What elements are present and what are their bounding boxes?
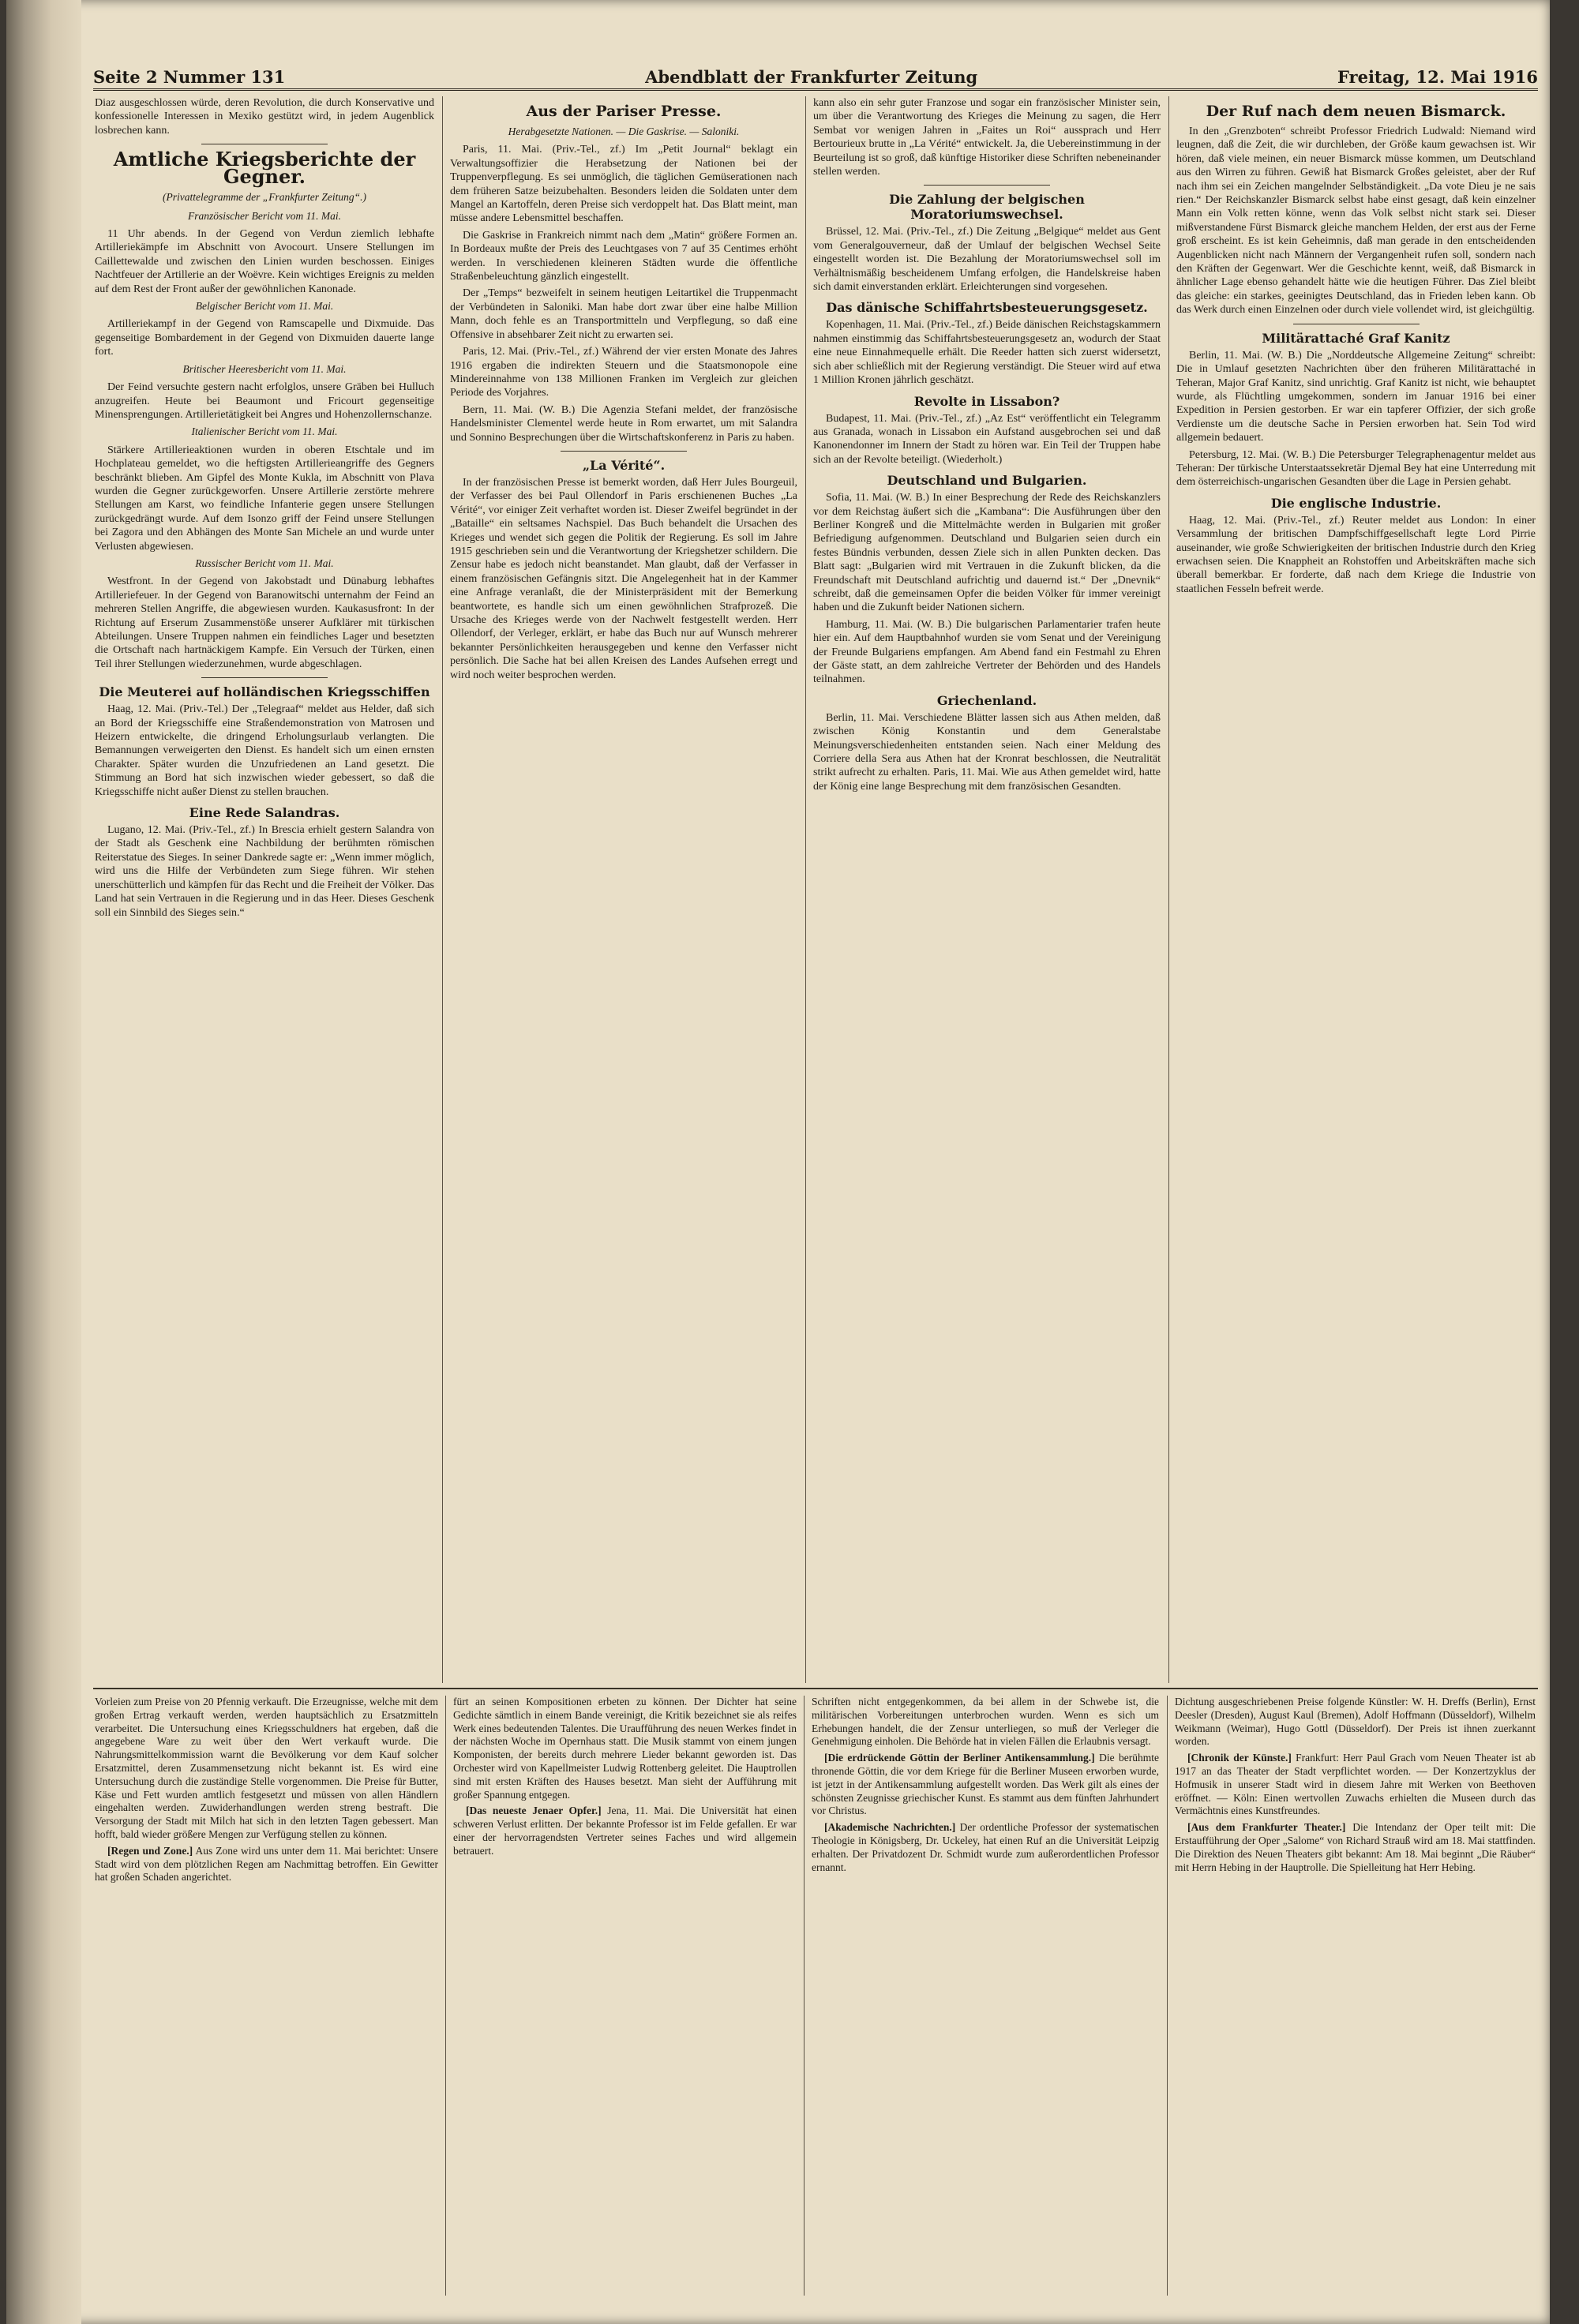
paris-press-subtitle: Herabgesetzte Nationen. — Die Gaskrise. — Saloniki. <box>508 126 740 137</box>
bottom-1-title: [Regen und Zone.] <box>107 1844 193 1857</box>
verite-text: In der französischen Presse ist bemerkt worden, daß Herr Jules Bourgeuil, der Verfasser des bei Paul Ollendorf in Paris erschienenen Buches „La Vérité“, vor einiger Zeit verhaftet worden ist. Dieser Zweifel begründet in der „Bataille“ ein seltsames Nachspiel. Das Buch behandelt die Ursachen des Krieges und wendet sich gegen die Politik der Regierung. Es soll im Jahre 1915 geschrieben sein und die Verantwortung der Kriegshetzer schildern. Die Zensur habe es jedoch nicht beanstandet. Man glaubt, daß der Verfasser in einem französischen Gefängnis sitzt. Die Angelegenheit hat in der Kammer eine Anfrage veranlaßt, die der Ministerpräsident mit der Bemerkung beantwortete, es handle sich um einen gewöhnlichen Strafprozeß. Die Ursache des Krieges werde von der Nachwelt festgestellt werden. Herr Ollendorf, der Verleger, erklärt, er habe das Buch nur auf Wunsch mehrerer bekannter Persönlichkeiten herausgegeben und kenne den Verfasser nicht persönlich. Die Sache hat bei allen Kreisen des Landes Aufsehen erregt und wird noch weiter besprochen werden. <box>450 476 797 681</box>
bottom-3-title: [Die erdrückende Göttin der Berliner Antikensammlung.] <box>824 1752 1095 1764</box>
belgian-moratorium-title: Die Zahlung der belgischen Moratoriumswechsel. <box>889 192 1085 223</box>
belgian-moratorium-text: Brüssel, 12. Mai. (Priv.-Tel., zf.) Die Zeitung „Belgique“ meldet aus Gent vom Generalgouverneur, daß der Umlauf der belgischen Wechsel Seite eingestellt worden ist. Die Bezahlung der Moratoriumswechsel soll im Verhältnismäßig bescheidenem Umfang erfolgen, die Handelskreise haben sich damit einverstanden erklärt. Erleichterungen sind vorgesehen. <box>813 226 1161 294</box>
divider <box>924 185 1050 186</box>
russian-report-text: Westfront. In der Gegend von Jakobstadt und Dünaburg lebhaftes Artilleriefeuer. In der Gegend von Baranowitschi unternahm der Feind an mehreren Stellen Angriffe, die abgewiesen wurden. Kaukasusfront: In der Richtung auf Erserum Zusammenstöße unserer Aufklärer mit türkischen Abteilungen. Unsere Truppen nahmen ein feindliches Lager und besetzten die Ortschaft nach hartnäckigem Kampfe. Ein Versuch der Türken, einen Teil ihrer Stellungen wiederzunehmen, wurde abgeschlagen. <box>95 575 434 670</box>
mutiny-title: Die Meuterei auf holländischen Kriegsschiffen <box>99 684 430 700</box>
italian-report-title: Italienischer Bericht vom 11. Mai. <box>191 425 338 438</box>
page-number: Seite 2 Nummer 131 <box>93 66 286 87</box>
col1-intro: Diaz ausgeschlossen würde, deren Revolution, die durch Konservative und konfessionelle Interessen in Mexiko gestützt wird, in jedem Augenblick losbrechen kann. <box>95 97 434 137</box>
bottom-column-2 <box>453 1696 797 2296</box>
column-rule <box>1168 96 1169 1683</box>
column-3 <box>813 96 1161 1675</box>
british-report-text: Der Feind versuchte gestern nacht erfolglos, unsere Gräben bei Hulluch anzugreifen. Heute bei Beaumont und Fricourt gegenseitige Minensprengungen. Artillerietätigkeit bei Angres und Hohenzollernschanze. <box>95 381 434 421</box>
column-rule <box>804 1696 805 2296</box>
bottom-1-section <box>95 1845 438 1884</box>
bottom-4-text: Dichtung ausgeschriebenen Preise folgende Künstler: W. H. Dreffs (Berlin), Ernst Deesler (Dresden), August Kaul (Bremen), Adolf Hoffmann (Düsseldorf), Wilhelm Weikmann (Weimar), Hugo Gottl (Düsseldorf). Der Preis ist ihnen zuerkannt worden. <box>1175 1696 1536 1748</box>
bottom-4-section <box>1175 1752 1536 1818</box>
col3-intro: kann also ein sehr guter Franzose und sogar ein französischer Minister sein, um über die Verantwortung des Krieges die Meinung zu sagen, die Herr Sembat vor wenigen Jahren in „Faites un Roi“ aussprach und Herr Bertourieux brutte in „La Vérité“ entwickelt. Ja, die Uebereinstimmung in der Beurteilung ist so groß, daß künftige Historiker diese Schriften nebeneinander stellen werden. <box>813 97 1161 178</box>
bottom-1-end: Aus Zone wird uns unter dem 11. Mai berichtet: Unsere Stadt wird von dem plötzlichen Regen am Nachmittag betroffen. Ein Gewitter hat großen Schaden angerichtet. <box>95 1844 438 1884</box>
paris-press-p1: Paris, 11. Mai. (Priv.-Tel., zf.) Im „Petit Journal“ beklagt ein Verwaltungsoffizier die Herabsetzung der Nationen bei der Truppenverpflegung. Es sei unmöglich, die täglichen Gemüserationen nach dem früheren Satze beizubehalten. Besonders leiden die Soldaten unter dem Mangel an Kartoffeln, deren Preise sich verdoppelt hat. Das Blatt meint, man müsse andere Lebensmittel beschaffen. <box>450 144 797 225</box>
bottom-2-title: [Das neueste Jenaer Opfer.] <box>466 1805 602 1817</box>
bottom-3-end: Die berühmte thronende Göttin, die vor dem Kriege für die Berliner Museen erworben wurde, ist jetzt in der Antikensammlung aufgestellt worden. Das Werk gilt als eines der schönsten Zeugnisse griechischer Kunst. Es stammt aus dem fünften Jahrhundert vor Christus. <box>812 1752 1159 1817</box>
belgian-report-title: Belgischer Bericht vom 11. Mai. <box>195 300 334 313</box>
column-2 <box>450 96 797 1675</box>
bottom-3-section-2 <box>812 1821 1159 1874</box>
paris-press-title: Aus der Pariser Presse. <box>526 103 722 120</box>
bottom-1-text: Vorleien zum Preise von 20 Pfennig verkauft. Die Erzeugnisse, welche mit dem großen Ertrag verkauft werden, werden hauptsächlich zu Ersatzmitteln verarbeitet. Die Untersuchung eines Kriegsschuldners hat ergeben, daß die angegebene Ware zu weit über den Wert verkauft wurde. Die Nahrungsmittelkommission warnt die Bevölkerung vor dem Kauf solcher Ersatzmittel, deren Zusammensetzung nicht bekannt ist. Es wird eine Untersuchung durch die zuständige Stelle vorgenommen. Die Preise für Butter, Käse und Fett wurden amtlich festgesetzt und müssen von allen Händlern eingehalten werden. Zuwiderhandlungen werden streng bestraft. Die Versorgung der Stadt mit Milch hat sich in den letzten Tagen gebessert. Man hofft, bald wieder größere Mengen zur Verfügung stellen zu können. <box>95 1696 438 1840</box>
divider <box>561 451 687 452</box>
industry-title: Die englische Industrie. <box>1270 495 1442 511</box>
kanitz-title: Militärattaché Graf Kanitz <box>1262 330 1450 346</box>
bottom-3-title-2: [Akademische Nachrichten.] <box>824 1821 956 1834</box>
salandra-title: Eine Rede Salandras. <box>189 805 340 821</box>
british-report-title: Britischer Heeresbericht vom 11. Mai. <box>182 362 347 375</box>
greece-title: Griechenland. <box>936 692 1037 708</box>
mutiny-text: Haag, 12. Mai. (Priv.-Tel.) Der „Telegraaf“ meldet aus Helder, daß sich an Bord der Kriegsschiffe eine Straßendemonstration von Matrosen und Heizern entwickelte, die dringend Erholungsurlaub verlangten. Die Bemannungen verweigerten den Dienst. Es handelt sich um einen ernsten Charakter. Später wurden die Unzufriedenen an Land gesetzt. Die Stimmung an Bord hat sich inzwischen wieder gebessert, so daß die Kriegsschiffe nicht außer Dienst zu stellen brauchen. <box>95 703 434 798</box>
bismarck-title: Der Ruf nach dem neuen Bismarck. <box>1206 103 1506 120</box>
divider <box>201 677 328 678</box>
verite-title: „La Vérité“. <box>582 457 666 473</box>
bottom-4-text-2: Die Intendanz der Oper teilt mit: Die Erstaufführung der Oper „Salome“ von Richard Strauß wird am 18. Mai stattfinden. Die Direktion des Neuen Theaters gibt bekannt: Am 18. Mai beginnt „Die Räuber“ mit Herrn Hebing in der Hauptrolle. Die Spielleitung hat Herr Hebing. <box>1175 1821 1536 1873</box>
bottom-3-text-2: Der ordentliche Professor der systematischen Theologie in Königsberg, Dr. Uckeley, hat einen Ruf an die Universität Leipzig erhalten. Der Privatdozent Dr. Schmidt wurde zum außerordentlichen Professor ernannt. <box>812 1821 1159 1873</box>
paris-press-p4: Paris, 12. Mai. (Priv.-Tel., zf.) Während der vier ersten Monate des Jahres 1916 ergaben die indirekten Steuern und die Staatsmonopole eine Mindereinnahme von 138 Millionen Franken im Vergleich zur gleichen Periode des Vorjahres. <box>450 346 797 399</box>
column-rule <box>445 1696 446 2296</box>
bottom-3-text: Schriften nicht entgegenkommen, da bei allem in der Schwebe ist, die militärischen Vorbereitungen unterbrochen wurden. Wenn es sich um Erhebungen handelt, die der Zensur unterliegen, so muß der Verleger die Genehmigung einholen. Die Behörde hat in vielen Fällen die Erlaubnis versagt. <box>812 1696 1159 1748</box>
column-4 <box>1176 96 1536 1675</box>
bottom-4-text-body: Frankfurt: Herr Paul Grach vom Neuen Theater ist ab 1917 an das Theater der Stadt verpflichtet worden. — Der Konzertzyklus der Hofmusik in unserer Stadt wird in diesem Jahre mit Werken von Beethoven eröffnet. — Köln: Einen wertvollen Zuwachs erhielten die Museen durch das Vermächtnis eines Kunstfreundes. <box>1175 1752 1536 1817</box>
bulgaria-title: Deutschland und Bulgarien. <box>887 473 1087 489</box>
column-rule <box>442 96 443 1683</box>
bottom-column-4 <box>1175 1696 1536 2296</box>
bismarck-text: In den „Grenzboten“ schreibt Professor Friedrich Ludwald: Niemand wird leugnen, daß die Zeit, die wir durchleben, der Größe kaum gewachsen ist. Wir hören, daß viele meinen, ein neuer Bismarck müsse kommen, um Deutschland aus den Wirren zu führen. Gewiß hat Bismarck Großes geleistet, aber der Ruf nach ihm sei ein Zeichen mangelnder Selbständigkeit. „Da vote Dieu je ne sais rien.“ Der Reichskanzler Bismarck selbst habe einst gesagt, daß kein einzelner Mann ein Volk retten könne, wenn das Volk selbst nicht stark sei. Dieser mißverstandene Fürst Bismarck gleiche manchem Helden, der erst aus der Ferne groß erscheint. Es ist kein Geheimnis, daß man gerade in den entscheidenden Augenblicken nicht nach Männern der Vergangenheit rufen soll, sondern nach den Kräften der Gegenwart. Wer die Geschichte kennt, weiß, daß Bismarck in ähnlicher Lage ebenso gehandelt hätte wie die heutigen Führer. Das Ziel bleibt das gleiche: ein starkes, geeinigtes Deutschland, das in Frieden leben kann. Ob das Werk durch einen Einzelnen oder durch viele vollendet wird, ist gleichgültig. <box>1176 126 1536 317</box>
industry-text: Haag, 12. Mai. (Priv.-Tel., zf.) Reuter meldet aus London: In einer Versammlung der britischen Dampfschiffgesellschaft legte Lord Pirrie auseinander, wie große Schwierigkeiten der britischen Industrie durch den Krieg erwachsen seien. Die Knappheit an Rohstoffen und Arbeitskräften mache sich überall bemerkbar. Er forderte, daß nach dem Kriege die Industrie von staatlichen Fesseln befreit werde. <box>1176 514 1536 595</box>
paris-press-p2: Die Gaskrise in Frankreich nimmt nach dem „Matin“ größere Formen an. In Bordeaux mußte der Preis des Leuchtgases von 7 auf 35 Centimes erhöht werden. In verschiedenen kleineren Städten wurde die öffentliche Straßenbeleuchtung gänzlich eingestellt. <box>450 229 797 283</box>
paris-press-p3: Der „Temps“ bezweifelt in seinem heutigen Leitartikel die Truppenmacht der Verbündeten in Saloniki. Man habe dort zwar über eine halbe Million Mann, doch fehle es an Transportmitteln und Verpflegung, so daß eine Offensive in absehbarer Zeit nicht zu erwarten sei. <box>450 287 797 341</box>
paris-press-p5: Bern, 11. Mai. (W. B.) Die Agenzia Stefani meldet, der französische Handelsminister Clementel werde heute in Rom erwartet, um mit Salandra und Sonnino Besprechungen über die Wirtschaftskonferenz in Paris zu haben. <box>450 403 797 444</box>
newspaper-page <box>6 0 1550 2324</box>
bottom-4-title: [Chronik der Künste.] <box>1187 1752 1292 1764</box>
masthead: Abendblatt der Frankfurter Zeitung <box>645 66 978 87</box>
bottom-column-3 <box>812 1696 1159 2296</box>
french-report-title: Französischer Bericht vom 11. Mai. <box>188 209 341 222</box>
russian-report-title: Russischer Bericht vom 11. Mai. <box>195 557 334 569</box>
book-binding-edge <box>6 0 81 2324</box>
salandra-text: Lugano, 12. Mai. (Priv.-Tel., zf.) In Brescia erhielt gestern Salandra von der Stadt als Geschenk eine Nachbildung der berühmten römischen Reiterstatue des Sieges. In seiner Dankrede sagte er: „Wenn immer möglich, wird uns die Hilfe der Verbündeten zum Siege führen. Wir stehen unerschütterlich und kämpfen für das Recht und die Freiheit der Völker. Das Land hat sein Vertrauen in die Regierung und in das Heer. Dieses Geschenk soll ein Sinnbild des Sieges sein.“ <box>95 824 434 919</box>
war-reports-subtitle: (Privattelegramme der „Frankfurter Zeitung“.) <box>163 191 366 204</box>
greece-text: Berlin, 11. Mai. Verschiedene Blätter lassen sich aus Athen melden, daß zwischen König Konstantin und dem Generalstabe Meinungsverschiedenheiten entstanden seien. Nach einer Meldung des Corriere della Sera aus Athen hat der Kronrat beschlossen, die Neutralität strikt aufrecht zu erhalten. Paris, 11. Mai. Wie aus Athen gemeldet wird, hatte der König eine lange Besprechung mit dem französischen Gesandten. <box>813 711 1161 793</box>
page-header <box>93 65 1538 91</box>
column-rule <box>1167 1696 1168 2296</box>
bottom-3-section <box>812 1752 1159 1818</box>
issue-date: Freitag, 12. Mai 1916 <box>1337 66 1538 87</box>
hamburg-text: Hamburg, 11. Mai. (W. B.) Die bulgarischen Parlamentarier trafen heute hier ein. Auf dem Hauptbahnhof wurden sie vom Senat und der Vereinigung der Freunde Bulgariens empfangen. Am Abend fand ein Festmahl zu Ehren der Gäste statt, an dem zahlreiche Vertreter der Behörden und des Handels teilnahmen. <box>813 618 1161 686</box>
column-rule <box>805 96 806 1683</box>
danish-shipping-text: Kopenhagen, 11. Mai. (Priv.-Tel., zf.) Beide dänischen Reichstagskammern nahmen einstimmig das Schiffahrtsbesteuerungsgesetz an, wodurch der Staat eine neue Einnahmequelle erhält. Die Reeder hatten sich zuerst widersetzt, sich aber schließlich mit der Regierung verständigt. Die Steuer wird auf etwa 1 Million Kronen jährlich geschätzt. <box>813 319 1161 387</box>
belgian-report-text: Artilleriekampf in der Gegend von Ramscapelle und Dixmuide. Das gegenseitige Bombardement in der Gegend von Dixmuiden dauerte lange fort. <box>95 318 434 358</box>
lisbon-title: Revolte in Lissabon? <box>913 393 1060 409</box>
danish-shipping-title: Das dänische Schiffahrtsbesteuerungsgesetz. <box>826 300 1148 316</box>
bottom-4-title-2: [Aus dem Frankfurter Theater.] <box>1187 1821 1346 1834</box>
bottom-column-1 <box>95 1696 438 2296</box>
kanitz-text: Berlin, 11. Mai. (W. B.) Die „Norddeutsche Allgemeine Zeitung“ schreibt: Die in Umlauf gesetzten Nachrichten über den früheren Militärattaché in Teheran, Major Graf Kanitz, sind unrichtig. Graf Kanitz ist nicht, wie behauptet wurde, als Flüchtling umgekommen, sondern im Januar 1916 bei einer Expedition in Persien gestorben. Er war ein tapferer Offizier, der sich große Verdienste um die deutsche Sache in Persien erworben hat. Sein Tod wird allgemein bedauert. <box>1176 349 1536 444</box>
bottom-2-text: fürt an seinen Kompositionen erbeten zu können. Der Dichter hat seine Gedichte sämtlich in einem Bande vereinigt, die Kritik bezeichnet sie als reifes Werk eines bedeutenden Talentes. Die Uraufführung des neuen Werkes findet in der nächsten Woche im Opernhaus statt. Die Musik stammt von einem jungen Komponisten, der bereits durch mehrere Lieder bekannt geworden ist. Das Orchester wird von Kapellmeister Ludwig Rottenberg geleitet. Die Hauptrollen sind mit ersten Kräften des Hauses besetzt. Man sieht der Aufführung mit großer Spannung entgegen. <box>453 1696 797 1801</box>
bottom-2-section <box>453 1805 797 1857</box>
lisbon-text: Budapest, 11. Mai. (Priv.-Tel., zf.) „Az Est“ veröffentlicht ein Telegramm aus Granada, wonach in Lissabon ein Aufstand ausgebrochen sei und daß Kanonendonner im Innern der Stadt zu hören war. Ein Teil der Truppen habe sich an der Revolte beteiligt. (Wiederholt.) <box>813 412 1161 466</box>
bottom-4-section-2 <box>1175 1821 1536 1874</box>
column-1 <box>95 96 434 1675</box>
bulgaria-text: Sofia, 11. Mai. (W. B.) In einer Besprechung der Rede des Reichskanzlers vor dem Reichstag äußert sich die „Kambana“: Die Ausführungen über den Berliner Kongreß und die Mittelmächte werden in Bulgarien mit großer Befriedigung aufgenommen. Deutschland und Bulgarien seien durch ein festes Bündnis verbunden, dessen Ziele sich in allen Punkten decken. Das Blatt sagt: „Bulgarien wird mit Vertrauen in die Zukunft blicken, da die Freundschaft mit Deutschland aufrichtig und dauernd ist.“ Der „Dnevnik“ schreibt, daß die gemeinsamen Opfer die beiden Völker für immer vereinigt haben und die Zukunft beider Nationen sichern. <box>813 492 1161 614</box>
bottom-2-end: Jena, 11. Mai. Die Universität hat einen schweren Verlust erlitten. Der bekannte Professor ist im Felde gefallen. Er war einer der hervorragendsten Vertreter seines Faches und wird allgemein betrauert. <box>453 1805 797 1857</box>
feuilleton-rule <box>93 1688 1538 1689</box>
petersburg-text: Petersburg, 12. Mai. (W. B.) Die Petersburger Telegraphenagentur meldet aus Teheran: Der türkische Unterstaatssekretär Djemal Bey hat eine Unterredung mit dem österreichisch-ungarischen Gesandten über die Lage in Persien gehabt. <box>1176 448 1536 489</box>
war-reports-title: Amtliche Kriegsberichte der Gegner. <box>113 148 416 189</box>
french-report-text: 11 Uhr abends. In der Gegend von Verdun ziemlich lebhafte Artilleriekämpfe im Abschnitt von Avocourt. Unsere Stellungen im Caillettewalde und zwischen den Linien wurden beschossen. Einiges Nachtfeuer der Artillerie an der Woëvre. Kein wichtiges Ereignis zu melden auf dem Rest der Front außer der gewöhnlichen Kanonade. <box>95 228 434 295</box>
italian-report-text: Stärkere Artillerieaktionen wurden in oberen Etschtale und im Hochplateau gemeldet, wo die heftigsten Artillerieangriffe des Gegners beschränkt blieben. Am Gipfel des Monte Kukla, im Abschnitt von Plava wurden die Gegner zurückgeworfen. Unsere Artillerie zerstörte mehrere Stellungen am Karst, wo feindliche Infanterie gegen unsere Stellungen zurückgedrängt wurde. Auf dem Isonzo griff der Feind unsere Stellungen bei Zagora und den Abhängen des Monte San Michele an und wurde unter Verlusten abgewiesen. <box>95 444 434 553</box>
